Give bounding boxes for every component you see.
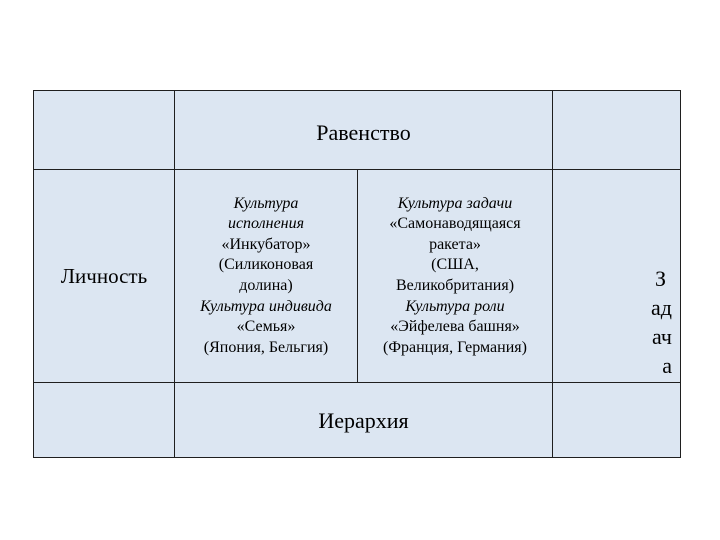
culture-matrix-table [33,90,681,458]
task-label-line: З [654,266,666,291]
personality-label [34,170,174,382]
cl-line: (Силиконовая [218,256,314,274]
equality-label [175,91,552,169]
equality-label-text: Равенство [316,120,411,145]
quadrant-right [358,170,552,382]
cr-line: Великобритания) [395,277,515,294]
cl-line: Культура индивида [200,297,332,315]
cr-line: (США, [431,256,479,274]
task-label-text [651,264,672,380]
hierarchy-label [175,383,552,457]
cr-line: Культура роли [405,297,505,315]
cl-line: (Япония, Бельгия) [203,338,329,356]
cl-line: «Семья» [236,318,296,336]
cl-line: долина) [239,277,293,294]
cr-line: «Самонаводящаяся [389,215,521,233]
cr-line: (Франция, Германия) [383,338,527,356]
task-label [553,170,680,382]
task-label-line: ач [652,324,672,349]
task-label-line: а [662,353,672,378]
cr-line: Культура задачи [397,194,513,212]
cr-line: ракета» [429,235,481,253]
quadrant-right-text [383,194,527,359]
personality-label-text: Личность [60,263,148,288]
hierarchy-label-text: Иерархия [318,408,409,433]
cl-line: Культура [233,194,299,212]
cl-line: «Инкубатор» [221,235,311,253]
quadrant-left [175,170,357,382]
cl-line: исполнения [227,215,305,233]
task-label-line: ад [651,295,672,320]
quadrant-left-text [200,194,332,359]
cr-line: «Эйфелева башня» [390,318,520,336]
